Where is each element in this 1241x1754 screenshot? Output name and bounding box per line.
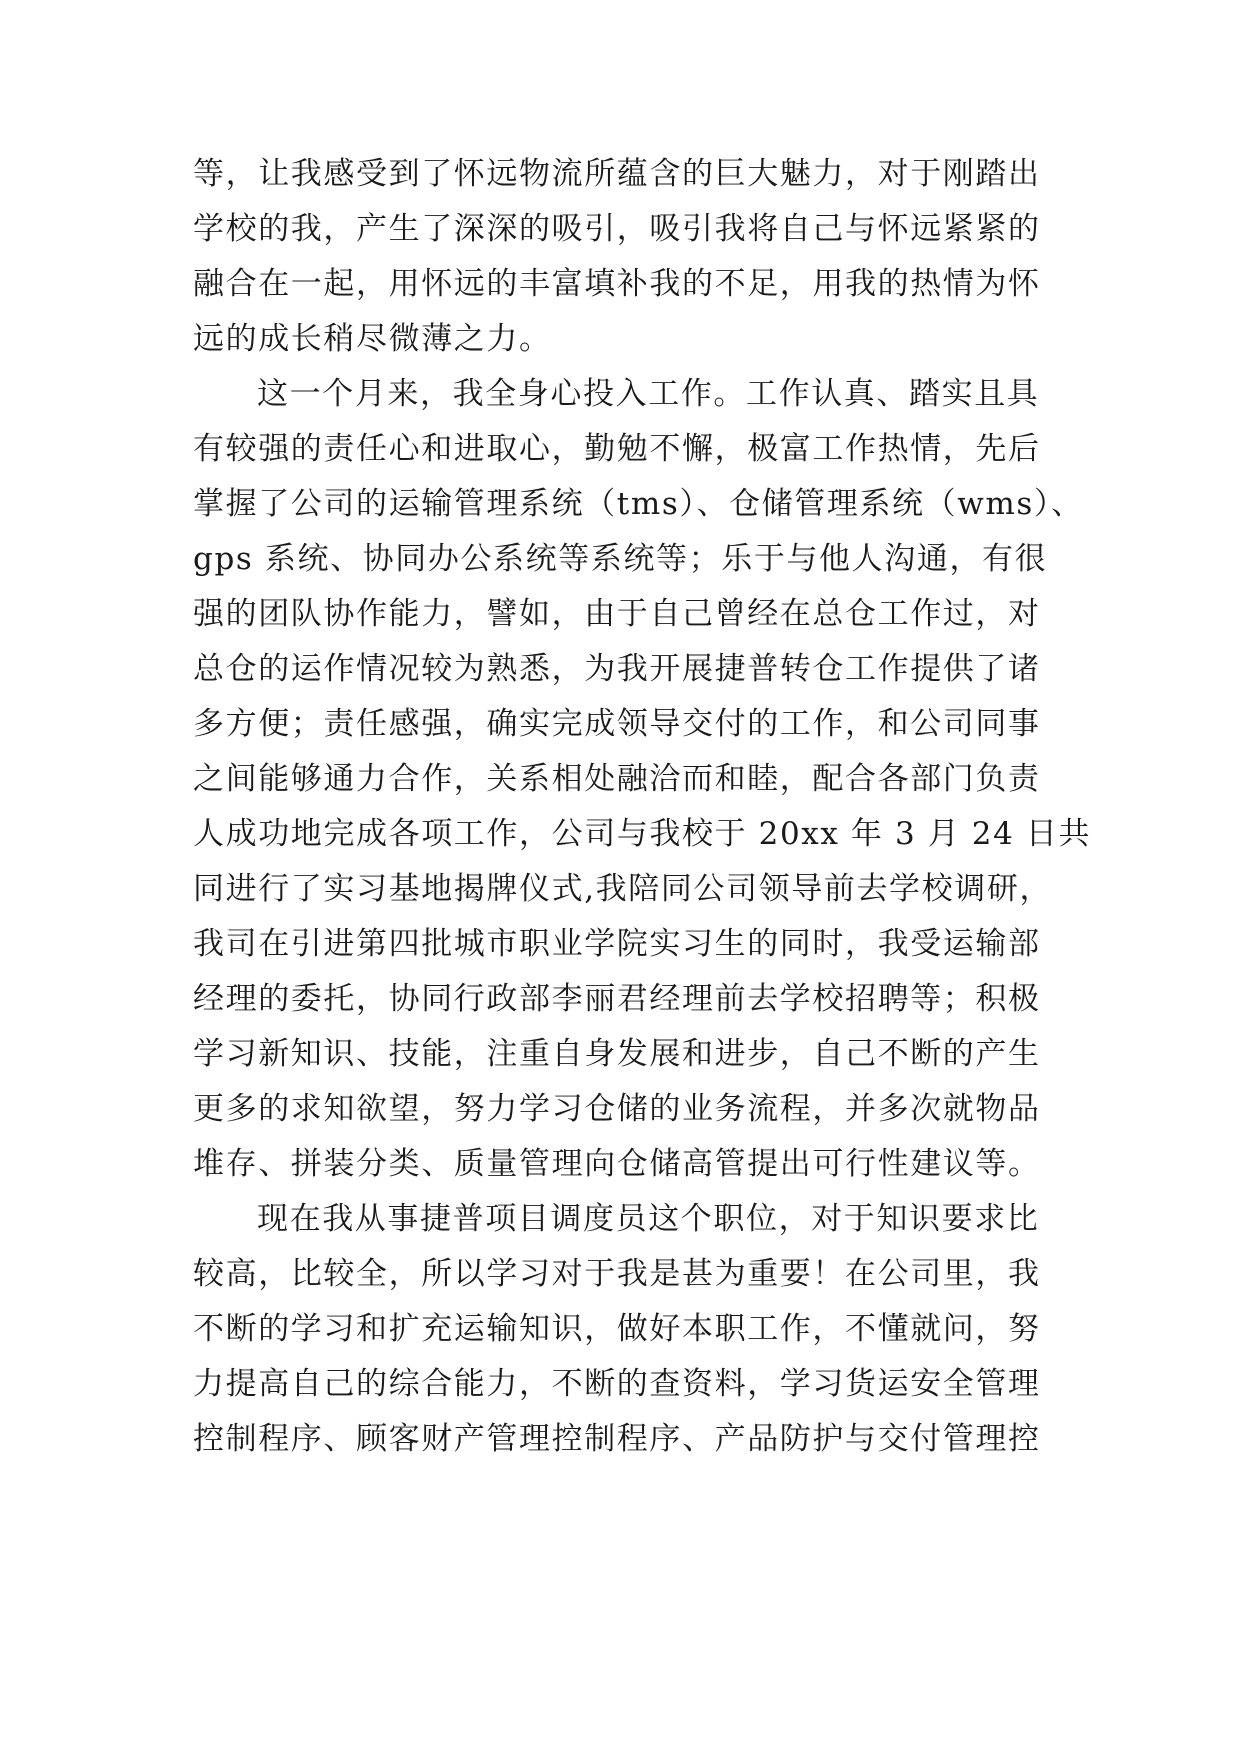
paragraph-2-line-13: 学习新知识、技能，注重自身发展和进步，自己不断的产生	[193, 1036, 1041, 1072]
paragraph-1-line-2: 学校的我，产生了深深的吸引，吸引我将自己与怀远紧紧的	[193, 211, 1041, 247]
paragraph-1-line-3: 融合在一起，用怀远的丰富填补我的不足，用我的热情为怀	[193, 266, 1041, 302]
paragraph-2-line-4: gps 系统、协同办公系统等系统等；乐于与他人沟通，有很	[193, 541, 1048, 577]
paragraph-2-line-11: 我司在引进第四批城市职业学院实习生的同时，我受运输部	[193, 926, 1041, 962]
paragraph-2-line-8: 之间能够通力合作，关系相处融洽而和睦，配合各部门负责	[193, 761, 1041, 797]
paragraph-2-line-1: 这一个月来，我全身心投入工作。工作认真、踏实且具	[257, 376, 1040, 412]
paragraph-2-line-2: 有较强的责任心和进取心，勤勉不懈，极富工作热情，先后	[193, 431, 1041, 467]
paragraph-2-line-5: 强的团队协作能力，譬如，由于自己曾经在总仓工作过，对	[193, 596, 1041, 632]
paragraph-3-line-2: 较高，比较全，所以学习对于我是甚为重要！在公司里，我	[193, 1256, 1041, 1292]
paragraph-2-line-10: 同进行了实习基地揭牌仪式,我陪同公司领导前去学校调研，	[193, 871, 1053, 907]
paragraph-3-line-1: 现在我从事捷普项目调度员这个职位，对于知识要求比	[257, 1201, 1040, 1237]
paragraph-2-line-6: 总仓的运作情况较为熟悉，为我开展捷普转仓工作提供了诸	[193, 651, 1041, 687]
paragraph-2-line-3: 掌握了公司的运输管理系统（tms）、仓储管理系统（wms）、	[193, 486, 1084, 522]
paragraph-3-line-3: 不断的学习和扩充运输知识，做好本职工作，不懂就问，努	[193, 1311, 1041, 1347]
paragraph-3-line-4: 力提高自己的综合能力，不断的查资料，学习货运安全管理	[193, 1366, 1041, 1402]
paragraph-2-line-12: 经理的委托，协同行政部李丽君经理前去学校招聘等；积极	[193, 981, 1041, 1017]
paragraph-2-line-14: 更多的求知欲望，努力学习仓储的业务流程，并多次就物品	[193, 1091, 1041, 1127]
paragraph-2-line-7: 多方便；责任感强，确实完成领导交付的工作，和公司同事	[193, 706, 1041, 742]
paragraph-1-line-1: 等，让我感受到了怀远物流所蕴含的巨大魅力，对于刚踏出	[193, 156, 1041, 192]
paragraph-1-line-4: 远的成长稍尽微薄之力。	[193, 321, 552, 357]
paragraph-2-line-9: 人成功地完成各项工作，公司与我校于 20xx 年 3 月 24 日共	[193, 816, 1092, 852]
paragraph-3-line-5: 控制程序、顾客财产管理控制程序、产品防护与交付管理控	[193, 1421, 1041, 1457]
paragraph-2-line-15: 堆存、拼装分类、质量管理向仓储高管提出可行性建议等。	[193, 1146, 1041, 1182]
